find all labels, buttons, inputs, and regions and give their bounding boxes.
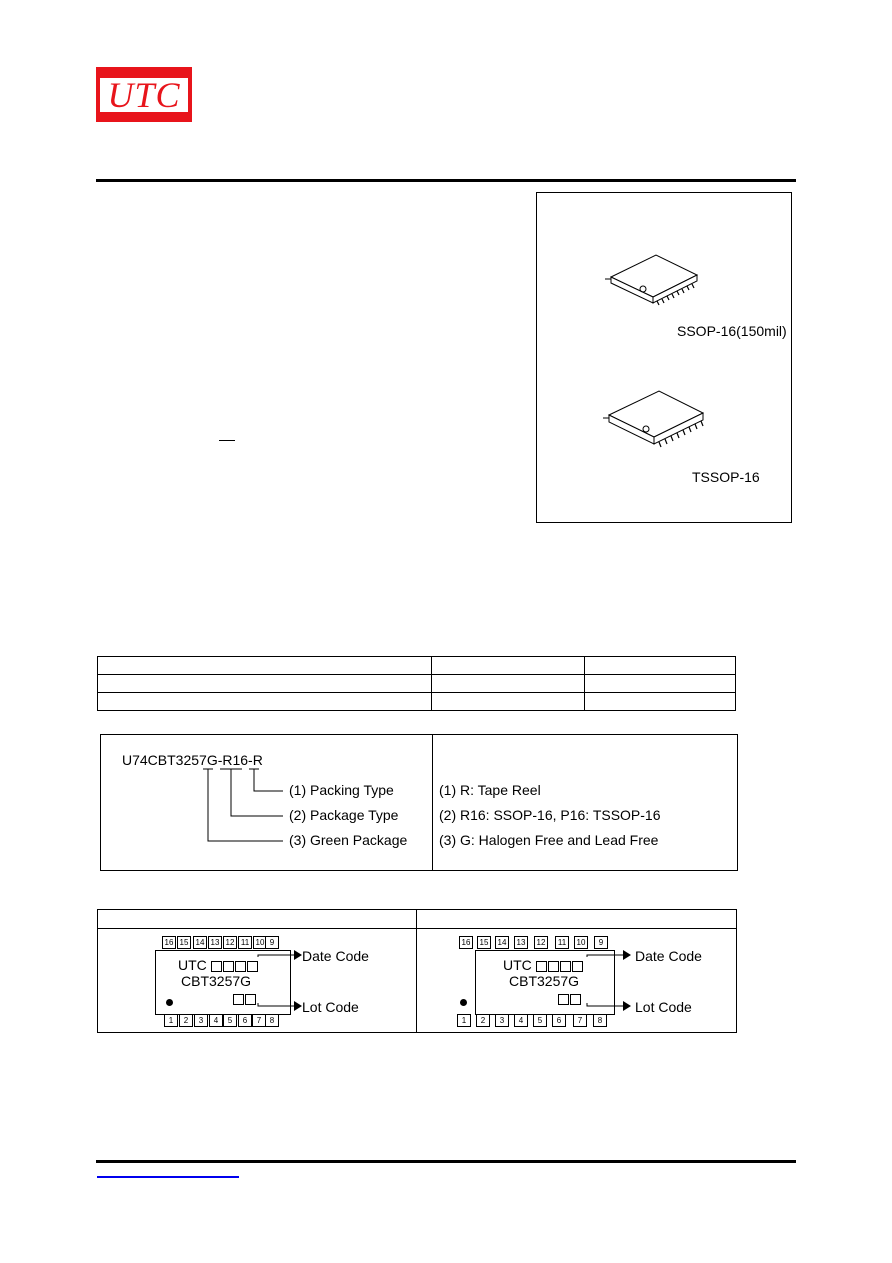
pin-top: 14 [193,936,207,949]
footer-link[interactable] [97,1176,239,1178]
pin-bottom: 6 [238,1014,252,1027]
mark-line2: CBT3257G [181,973,252,989]
ssop16-label: SSOP-16(150mil) [677,323,787,339]
date-code-arrow [248,949,308,1019]
pin-top: 16 [162,936,176,949]
marking-panel-tssop16 [417,929,736,1032]
tssop16-package-image [599,385,714,451]
date-code-label: Date Code [302,948,369,964]
pin-bottom: 4 [514,1014,528,1027]
pin-bottom: 5 [533,1014,547,1027]
pin1-dot [166,999,173,1006]
package-box [536,192,792,523]
pin-top: 11 [555,936,569,949]
utc-logo [96,67,192,122]
mark-line2: CBT3257G [509,973,580,989]
pin-top: 9 [265,936,279,949]
overline-mark [219,440,235,441]
pin-top: 9 [594,936,608,949]
pin-top: 13 [514,936,528,949]
lot-code-label: Lot Code [302,999,359,1015]
lot-code-label: Lot Code [635,999,692,1015]
pin-top: 13 [208,936,222,949]
pin-top: 14 [495,936,509,949]
mark-line1: UTC [503,957,584,973]
ssop16-package-image [601,249,711,309]
pin-bottom: 6 [552,1014,566,1027]
marking-table [97,909,737,1033]
field-desc-package: (2) R16: SSOP-16, P16: TSSOP-16 [439,807,661,823]
date-code-arrow [577,949,637,1019]
pin-top: 12 [534,936,548,949]
pin-top: 15 [477,936,491,949]
decoder-leader-lines [101,735,431,870]
pin-bottom: 5 [223,1014,237,1027]
ordering-table [97,656,736,711]
pin-bottom: 3 [194,1014,208,1027]
field-label-package: (2) Package Type [289,807,399,823]
logo-text: UTC [100,78,188,112]
pin1-dot [460,999,467,1006]
field-desc-packing: (1) R: Tape Reel [439,782,541,798]
pin-top: 10 [574,936,588,949]
pin-bottom: 7 [573,1014,587,1027]
field-label-green: (3) Green Package [289,832,408,848]
part-number: U74CBT3257G-R16-R [122,752,263,768]
field-desc-green: (3) G: Halogen Free and Lead Free [439,832,659,848]
field-label-packing: (1) Packing Type [289,782,394,798]
pin-bottom: 8 [265,1014,279,1027]
header-rule [96,179,796,182]
pin-top: 16 [459,936,473,949]
pin-bottom: 2 [179,1014,193,1027]
pin-bottom: 1 [164,1014,178,1027]
pin-bottom: 2 [476,1014,490,1027]
mark-line1: UTC [178,957,259,973]
marking-panel-ssop16 [98,929,416,1032]
decoder-divider [432,735,433,870]
part-number-decoder [100,734,738,871]
pin-bottom: 7 [252,1014,266,1027]
date-code-label: Date Code [635,948,702,964]
pin-bottom: 8 [593,1014,607,1027]
pin-bottom: 1 [457,1014,471,1027]
pin-bottom: 3 [495,1014,509,1027]
pin-top: 11 [238,936,252,949]
footer-rule [96,1160,796,1163]
pin-top: 15 [177,936,191,949]
pin-top: 12 [223,936,237,949]
pin-top: 10 [253,936,267,949]
tssop16-label: TSSOP-16 [692,469,760,485]
pin-bottom: 4 [209,1014,223,1027]
